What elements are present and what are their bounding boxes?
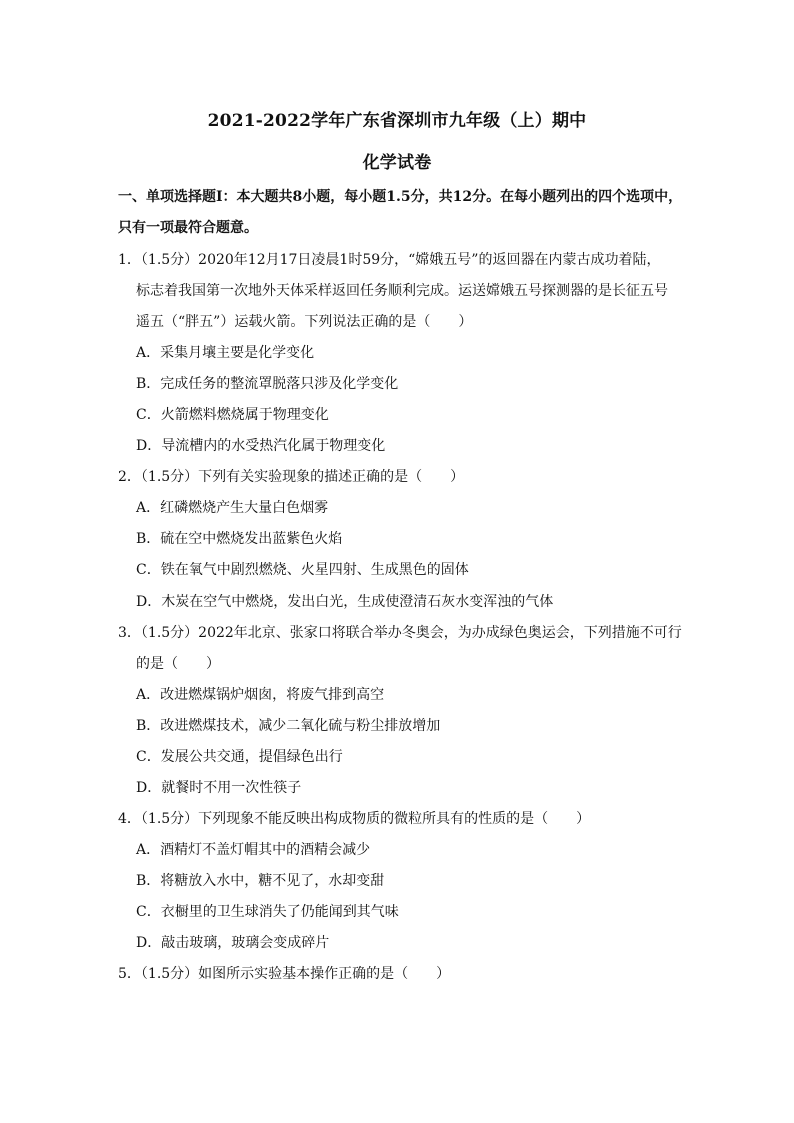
question-1-option-d: D．导流槽内的水受热汽化属于物理变化 bbox=[136, 438, 386, 454]
question-3-option-c: C．发展公共交通，提倡绿色出行 bbox=[136, 749, 343, 765]
question-3-option-b: B．改进燃煤技术，减少二氧化硫与粉尘排放增加 bbox=[136, 718, 441, 734]
question-1-stem: 遥五（“胖五”）运载火箭。下列说法正确的是（ ） bbox=[136, 314, 473, 330]
question-4-option-d: D．敲击玻璃，玻璃会变成碎片 bbox=[136, 935, 330, 951]
exam-title: 2021-2022学年广东省深圳市九年级（上）期中 bbox=[207, 111, 587, 131]
question-2-option-a: A．红磷燃烧产生大量白色烟雾 bbox=[136, 500, 329, 516]
section-heading-line: 一、单项选择题Ⅰ：本大题共8小题，每小题1.5分，共12分。在每小题列出的四个选项中， bbox=[118, 189, 683, 205]
question-4-option-a: A．酒精灯不盖灯帽其中的酒精会减少 bbox=[136, 842, 371, 858]
question-2-option-d: D．木炭在空气中燃烧，发出白光，生成使澄清石灰水变浑浊的气体 bbox=[136, 594, 554, 610]
question-1-option-a: A．采集月壤主要是化学变化 bbox=[136, 345, 315, 361]
question-1-option-b: B．完成任务的整流罩脱落只涉及化学变化 bbox=[136, 376, 399, 392]
question-4-stem: 4．（1.5分）下列现象不能反映出构成物质的微粒所具有的性质的是（ ） bbox=[118, 811, 591, 827]
question-4-option-b: B．将糖放入水中，糖不见了，水却变甜 bbox=[136, 873, 385, 889]
question-3-option-d: D．就餐时不用一次性筷子 bbox=[136, 780, 302, 796]
question-1-stem: 1．（1.5分）2020年12月17日凌晨1时59分，“嫦娥五号”的返回器在内蒙古成功着陆， bbox=[118, 252, 661, 268]
question-1-option-c: C．火箭燃料燃烧属于物理变化 bbox=[136, 407, 329, 423]
question-4-option-c: C．衣橱里的卫生球消失了仍能闻到其气味 bbox=[136, 904, 399, 920]
question-3-stem: 3．（1.5分）2022年北京、张家口将联合举办冬奥会，为办成绿色奥运会，下列措施不可行 bbox=[118, 625, 682, 641]
question-2-option-c: C．铁在氧气中剧烈燃烧、火星四射、生成黑色的固体 bbox=[136, 562, 469, 578]
section-heading bbox=[118, 182, 698, 244]
question-2-option-b: B．硫在空中燃烧发出蓝紫色火焰 bbox=[136, 531, 343, 547]
question-2-stem: 2．（1.5分）下列有关实验现象的描述正确的是（ ） bbox=[118, 469, 465, 485]
question-5-stem: 5．（1.5分）如图所示实验基本操作正确的是（ ） bbox=[118, 966, 451, 982]
section-heading-line: 只有一项最符合题意。 bbox=[118, 220, 258, 236]
question-1-stem: 标志着我国第一次地外天体采样返回任务顺利完成。运送嫦娥五号探测器的是长征五号 bbox=[136, 283, 668, 299]
question-3-stem: 的是（ ） bbox=[136, 656, 220, 672]
question-3-option-a: A．改进燃煤锅炉烟囱，将废气排到高空 bbox=[136, 687, 385, 703]
exam-subject: 化学试卷 bbox=[362, 153, 432, 173]
